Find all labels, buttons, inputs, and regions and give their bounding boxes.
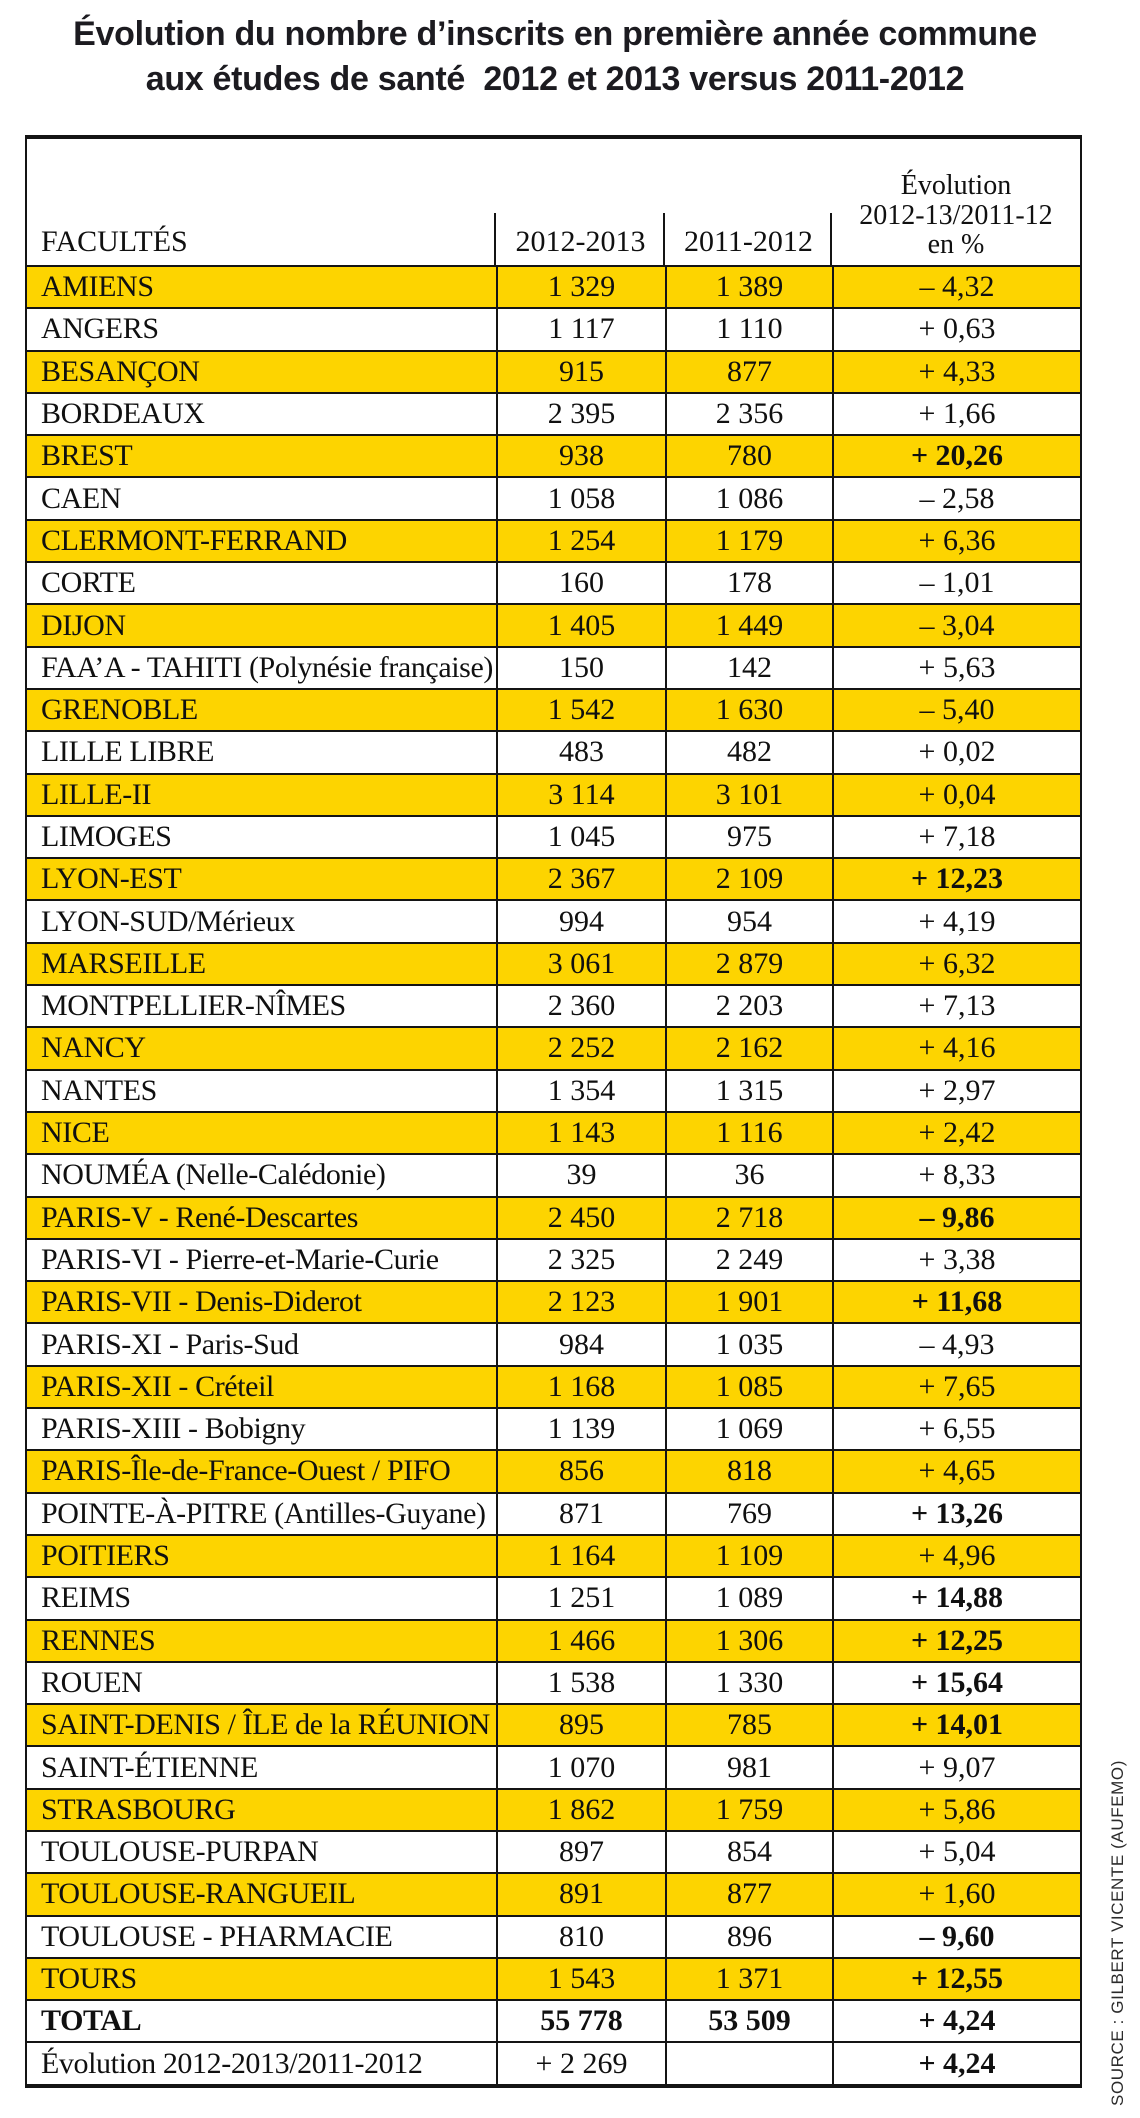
faculty-name-cell: TOULOUSE - PHARMACIE — [41, 1919, 393, 1953]
evolution-percent-cell: + 4,24 — [832, 2043, 1080, 2083]
faculty-name-cell: BORDEAUX — [41, 397, 205, 431]
value-2011-2012-cell: 3 101 — [665, 775, 832, 815]
faculty-name-cell: ANGERS — [41, 312, 159, 346]
table-row — [27, 1238, 1080, 1280]
column-header-evolution-line3: en % — [927, 229, 985, 260]
value-2012-2013-cell: 895 — [496, 1705, 665, 1745]
value-2011-2012-cell: 818 — [665, 1451, 832, 1491]
value-2012-2013-cell: 160 — [496, 563, 665, 603]
faculty-name-cell: NICE — [41, 1116, 110, 1150]
evolution-percent-cell: + 6,55 — [832, 1409, 1080, 1449]
faculty-name-cell: POINTE-À-PITRE (Antilles-Guyane) — [41, 1496, 486, 1530]
evolution-percent-cell: + 8,33 — [832, 1155, 1080, 1195]
table-row — [27, 1407, 1080, 1449]
table-row — [27, 1026, 1080, 1068]
value-2012-2013-cell: 938 — [496, 436, 665, 476]
value-2012-2013-cell: 2 450 — [496, 1198, 665, 1238]
evolution-percent-cell: + 13,26 — [832, 1494, 1080, 1534]
value-2011-2012-cell: 854 — [665, 1832, 832, 1872]
faculty-name-cell: TOURS — [41, 1962, 137, 1996]
value-2012-2013-cell: 2 360 — [496, 986, 665, 1026]
table-row — [27, 899, 1080, 941]
value-2012-2013-cell: 1 045 — [496, 817, 665, 857]
value-2012-2013-cell: 3 061 — [496, 944, 665, 984]
value-2011-2012-cell: 1 089 — [665, 1578, 832, 1618]
value-2011-2012-cell: 1 179 — [665, 521, 832, 561]
evolution-percent-cell: + 7,18 — [832, 817, 1080, 857]
evolution-percent-cell: + 12,25 — [832, 1621, 1080, 1661]
evolution-percent-cell: + 15,64 — [832, 1663, 1080, 1703]
evolution-percent-cell: + 2,97 — [832, 1071, 1080, 1111]
value-2011-2012-cell: 1 306 — [665, 1621, 832, 1661]
evolution-percent-cell: + 11,68 — [832, 1282, 1080, 1322]
faculty-name-cell: MONTPELLIER-NÎMES — [41, 989, 346, 1023]
evolution-percent-cell: + 6,32 — [832, 944, 1080, 984]
table-row — [27, 1915, 1080, 1957]
faculty-name-cell: TOTAL — [41, 2004, 142, 2038]
faculty-name-cell: NANTES — [41, 1073, 157, 1107]
value-2011-2012-cell: 1 371 — [665, 1959, 832, 1999]
faculty-name-cell: CORTE — [41, 566, 136, 600]
value-2012-2013-cell: 3 114 — [496, 775, 665, 815]
evolution-percent-cell: + 2,42 — [832, 1113, 1080, 1153]
value-2012-2013-cell: + 2 269 — [496, 2043, 665, 2083]
table-row — [27, 1153, 1080, 1195]
value-2011-2012-cell: 2 879 — [665, 944, 832, 984]
evolution-percent-cell: + 12,23 — [832, 859, 1080, 899]
value-2011-2012-cell: 2 203 — [665, 986, 832, 1026]
value-2012-2013-cell: 1 862 — [496, 1790, 665, 1830]
value-2012-2013-cell: 150 — [496, 648, 665, 688]
evolution-percent-cell: + 20,26 — [832, 436, 1080, 476]
value-2012-2013-cell: 1 251 — [496, 1578, 665, 1618]
value-2012-2013-cell: 1 139 — [496, 1409, 665, 1449]
evolution-percent-cell: + 4,33 — [832, 352, 1080, 392]
table-row — [27, 1788, 1080, 1830]
column-header-2012-2013: 2012-2013 — [496, 139, 665, 265]
table-row — [27, 1619, 1080, 1661]
value-2011-2012-cell: 1 901 — [665, 1282, 832, 1322]
table-row — [27, 1111, 1080, 1153]
value-2011-2012-cell — [665, 2043, 832, 2083]
faculty-name-cell: PARIS-XIII - Bobigny — [41, 1412, 306, 1446]
faculty-name-cell: RENNES — [41, 1623, 156, 1657]
value-2012-2013-cell: 897 — [496, 1832, 665, 1872]
table-row — [27, 265, 1080, 307]
value-2011-2012-cell: 1 449 — [665, 605, 832, 645]
source-credit: SOURCE : GILBERT VICENTE (AUFEMO) — [1108, 1760, 1127, 2106]
table-row — [27, 1745, 1080, 1787]
value-2012-2013-cell: 1 543 — [496, 1959, 665, 1999]
value-2011-2012-cell: 877 — [665, 352, 832, 392]
table-header-row — [27, 139, 1080, 265]
column-header-2011-2012: 2011-2012 — [665, 139, 832, 265]
faculty-name-cell: SAINT-ÉTIENNE — [41, 1750, 258, 1784]
evolution-percent-cell: + 4,96 — [832, 1536, 1080, 1576]
table-row — [27, 1830, 1080, 1872]
faculty-name-cell: BESANÇON — [41, 354, 200, 388]
evolution-percent-cell: + 7,65 — [832, 1367, 1080, 1407]
faculty-name-cell: POITIERS — [41, 1539, 170, 1573]
value-2011-2012-cell: 142 — [665, 648, 832, 688]
value-2011-2012-cell: 1 086 — [665, 478, 832, 518]
value-2011-2012-cell: 1 630 — [665, 690, 832, 730]
value-2011-2012-cell: 178 — [665, 563, 832, 603]
table-row — [27, 603, 1080, 645]
table-row — [27, 773, 1080, 815]
faculty-name-cell: BREST — [41, 439, 133, 473]
page-title — [15, 12, 1095, 102]
faculty-name-cell: AMIENS — [41, 270, 154, 304]
value-2012-2013-cell: 39 — [496, 1155, 665, 1195]
faculty-name-cell: TOULOUSE-PURPAN — [41, 1835, 319, 1869]
evolution-percent-cell: – 1,01 — [832, 563, 1080, 603]
faculty-name-cell: ROUEN — [41, 1665, 143, 1699]
evolution-percent-cell: + 1,60 — [832, 1874, 1080, 1914]
table-row — [27, 434, 1080, 476]
value-2011-2012-cell: 36 — [665, 1155, 832, 1195]
evolution-percent-cell: – 3,04 — [832, 605, 1080, 645]
faculty-name-cell: LIMOGES — [41, 820, 172, 853]
table-row — [27, 1661, 1080, 1703]
table-row — [27, 984, 1080, 1026]
evolution-percent-cell: + 14,88 — [832, 1578, 1080, 1618]
faculty-name-cell: REIMS — [41, 1581, 131, 1615]
value-2011-2012-cell: 482 — [665, 732, 832, 772]
table-row — [27, 1322, 1080, 1364]
table-row — [27, 1196, 1080, 1238]
table-row — [27, 519, 1080, 561]
evolution-percent-cell: + 7,13 — [832, 986, 1080, 1026]
evolution-percent-cell: + 4,24 — [832, 2001, 1080, 2041]
table-row — [27, 1999, 1080, 2041]
table-row — [27, 1703, 1080, 1745]
faculty-name-cell: LYON-EST — [41, 862, 182, 896]
evolution-percent-cell: – 2,58 — [832, 478, 1080, 518]
value-2011-2012-cell: 1 085 — [665, 1367, 832, 1407]
evolution-percent-cell: + 5,04 — [832, 1832, 1080, 1872]
value-2011-2012-cell: 785 — [665, 1705, 832, 1745]
value-2012-2013-cell: 1 168 — [496, 1367, 665, 1407]
value-2012-2013-cell: 55 778 — [496, 2001, 665, 2041]
value-2012-2013-cell: 1 538 — [496, 1663, 665, 1703]
faculty-name-cell: NANCY — [41, 1031, 146, 1065]
faculty-name-cell: LYON-SUD/Mérieux — [41, 904, 295, 938]
value-2012-2013-cell: 2 252 — [496, 1028, 665, 1068]
value-2012-2013-cell: 1 542 — [496, 690, 665, 730]
faculty-name-cell: CAEN — [41, 481, 122, 515]
faculty-name-cell: TOULOUSE-RANGUEIL — [41, 1877, 356, 1911]
table-row — [27, 1365, 1080, 1407]
evolution-percent-cell: – 9,86 — [832, 1198, 1080, 1238]
table-row — [27, 392, 1080, 434]
value-2011-2012-cell: 53 509 — [665, 2001, 832, 2041]
table-row — [27, 688, 1080, 730]
value-2011-2012-cell: 1 069 — [665, 1409, 832, 1449]
value-2011-2012-cell: 2 249 — [665, 1240, 832, 1280]
value-2011-2012-cell: 2 356 — [665, 394, 832, 434]
page-title-line1: Évolution du nombre d’inscrits en première année commune — [73, 15, 1037, 53]
faculty-name-cell: PARIS-VI - Pierre-et-Marie-Curie — [41, 1242, 439, 1276]
table-row — [27, 1872, 1080, 1914]
value-2011-2012-cell: 1 110 — [665, 309, 832, 349]
value-2012-2013-cell: 2 395 — [496, 394, 665, 434]
value-2011-2012-cell: 1 389 — [665, 267, 832, 307]
value-2012-2013-cell: 810 — [496, 1917, 665, 1957]
evolution-percent-cell: + 0,04 — [832, 775, 1080, 815]
value-2012-2013-cell: 2 123 — [496, 1282, 665, 1322]
value-2012-2013-cell: 1 254 — [496, 521, 665, 561]
evolution-percent-cell: – 5,40 — [832, 690, 1080, 730]
table-row — [27, 942, 1080, 984]
evolution-percent-cell: – 4,93 — [832, 1324, 1080, 1364]
value-2011-2012-cell: 1 109 — [665, 1536, 832, 1576]
value-2012-2013-cell: 1 354 — [496, 1071, 665, 1111]
value-2011-2012-cell: 981 — [665, 1747, 832, 1787]
evolution-percent-cell: + 6,36 — [832, 521, 1080, 561]
faculty-name-cell: PARIS-V - René-Descartes — [41, 1200, 359, 1234]
value-2012-2013-cell: 2 367 — [496, 859, 665, 899]
faculty-name-cell: PARIS-XI - Paris-Sud — [41, 1327, 299, 1361]
table-row — [27, 2041, 1080, 2083]
value-2012-2013-cell: 984 — [496, 1324, 665, 1364]
table-row — [27, 646, 1080, 688]
faculty-name-cell: NOUMÉA (Nelle-Calédonie) — [41, 1158, 386, 1192]
value-2012-2013-cell: 856 — [496, 1451, 665, 1491]
evolution-percent-cell: + 14,01 — [832, 1705, 1080, 1745]
evolution-percent-cell: – 9,60 — [832, 1917, 1080, 1957]
value-2011-2012-cell: 2 718 — [665, 1198, 832, 1238]
value-2011-2012-cell: 1 035 — [665, 1324, 832, 1364]
table-row — [27, 307, 1080, 349]
value-2012-2013-cell: 1 070 — [496, 1747, 665, 1787]
evolution-percent-cell: + 5,86 — [832, 1790, 1080, 1830]
value-2012-2013-cell: 915 — [496, 352, 665, 392]
evolution-percent-cell: + 0,63 — [832, 309, 1080, 349]
table-row — [27, 1492, 1080, 1534]
table-row — [27, 350, 1080, 392]
table-row — [27, 1576, 1080, 1618]
evolution-percent-cell: + 3,38 — [832, 1240, 1080, 1280]
table-row — [27, 1957, 1080, 1999]
value-2011-2012-cell: 975 — [665, 817, 832, 857]
column-header-evolution-line1: Évolution — [900, 170, 1012, 201]
faculty-name-cell: DIJON — [41, 608, 126, 642]
faculty-name-cell: LILLE LIBRE — [41, 735, 215, 769]
table-body — [27, 265, 1080, 2084]
evolution-percent-cell: + 4,65 — [832, 1451, 1080, 1491]
value-2012-2013-cell: 1 117 — [496, 309, 665, 349]
value-2012-2013-cell: 1 164 — [496, 1536, 665, 1576]
faculty-name-cell: PARIS-Île-de-France-Ouest / PIFO — [41, 1454, 451, 1488]
column-header-evolution — [832, 139, 1080, 265]
value-2011-2012-cell: 1 116 — [665, 1113, 832, 1153]
value-2011-2012-cell: 954 — [665, 901, 832, 941]
faculty-name-cell: FAA’A - TAHITI (Polynésie française) — [41, 650, 493, 684]
value-2012-2013-cell: 994 — [496, 901, 665, 941]
table-row — [27, 1449, 1080, 1491]
faculty-name-cell: LILLE-II — [41, 777, 152, 811]
value-2012-2013-cell: 1 329 — [496, 267, 665, 307]
value-2012-2013-cell: 871 — [496, 1494, 665, 1534]
evolution-percent-cell: + 9,07 — [832, 1747, 1080, 1787]
evolution-percent-cell: + 1,66 — [832, 394, 1080, 434]
table-row — [27, 1280, 1080, 1322]
evolution-percent-cell: – 4,32 — [832, 267, 1080, 307]
evolution-percent-cell: + 4,19 — [832, 901, 1080, 941]
evolution-percent-cell: + 0,02 — [832, 732, 1080, 772]
evolution-percent-cell: + 12,55 — [832, 1959, 1080, 1999]
value-2012-2013-cell: 891 — [496, 1874, 665, 1914]
value-2011-2012-cell: 769 — [665, 1494, 832, 1534]
value-2011-2012-cell: 896 — [665, 1917, 832, 1957]
faculty-name-cell: MARSEILLE — [41, 946, 206, 980]
faculty-name-cell: SAINT-DENIS / ÎLE de la RÉUNION — [41, 1708, 490, 1742]
table-row — [27, 815, 1080, 857]
table-row — [27, 476, 1080, 518]
evolution-percent-cell: + 5,63 — [832, 648, 1080, 688]
table-row — [27, 1534, 1080, 1576]
column-header-facultes: FACULTÉS — [41, 225, 188, 258]
faculty-name-cell: PARIS-VII - Denis-Diderot — [41, 1285, 362, 1319]
value-2012-2013-cell: 1 143 — [496, 1113, 665, 1153]
faculty-name-cell: GRENOBLE — [41, 693, 198, 727]
faculty-name-cell: PARIS-XII - Créteil — [41, 1369, 274, 1403]
value-2012-2013-cell: 483 — [496, 732, 665, 772]
value-2012-2013-cell: 2 325 — [496, 1240, 665, 1280]
faculty-name-cell: CLERMONT-FERRAND — [41, 523, 347, 557]
enrollment-table — [25, 135, 1082, 2088]
value-2011-2012-cell: 2 109 — [665, 859, 832, 899]
table-row — [27, 1069, 1080, 1111]
value-2011-2012-cell: 2 162 — [665, 1028, 832, 1068]
page-title-line2: aux études de santé 2012 et 2013 versus 2011-2012 — [145, 60, 965, 98]
value-2011-2012-cell: 1 330 — [665, 1663, 832, 1703]
value-2012-2013-cell: 1 058 — [496, 478, 665, 518]
evolution-percent-cell: + 4,16 — [832, 1028, 1080, 1068]
faculty-name-cell: Évolution 2012-2013/2011-2012 — [41, 2046, 423, 2080]
faculty-name-cell: STRASBOURG — [41, 1792, 236, 1826]
table-row — [27, 730, 1080, 772]
value-2012-2013-cell: 1 466 — [496, 1621, 665, 1661]
value-2011-2012-cell: 1 315 — [665, 1071, 832, 1111]
table-row — [27, 857, 1080, 899]
value-2011-2012-cell: 1 759 — [665, 1790, 832, 1830]
column-header-evolution-line2: 2012-13/2011-12 — [859, 200, 1053, 231]
value-2011-2012-cell: 780 — [665, 436, 832, 476]
value-2012-2013-cell: 1 405 — [496, 605, 665, 645]
table-row — [27, 561, 1080, 603]
value-2011-2012-cell: 877 — [665, 1874, 832, 1914]
